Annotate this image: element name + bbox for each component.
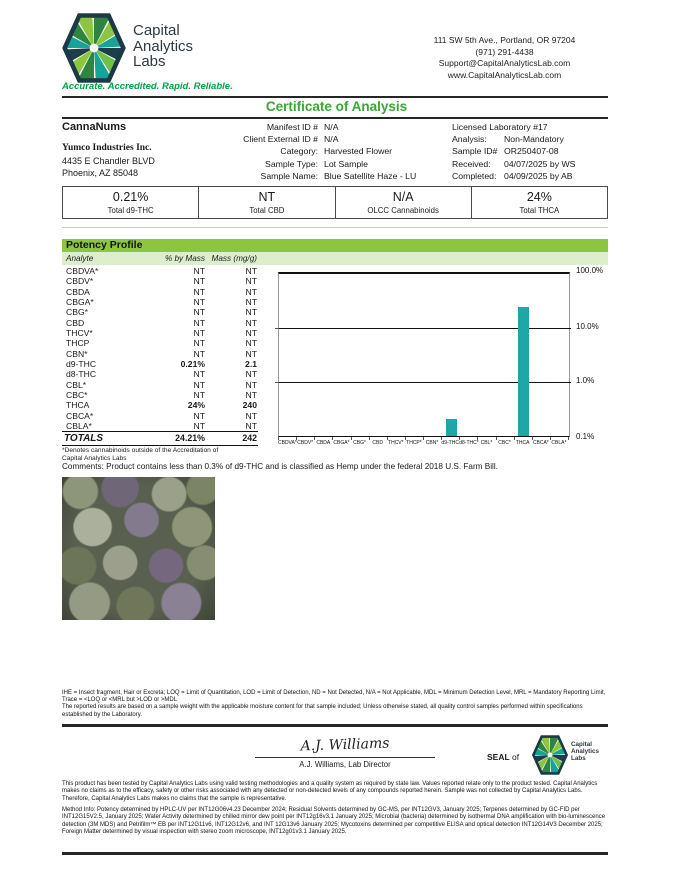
licensed-laboratory: Licensed Laboratory #17 xyxy=(452,122,548,132)
client-name: CannaNums xyxy=(62,121,127,133)
analyte-name: CBCA* xyxy=(66,410,94,421)
qc-note-text: The reported results are based on a sample weight with the applicable moisture content for that sample included; Unless otherwise stated, all quality control samples performed within specifications established by the Laboratory. xyxy=(62,704,583,718)
analyte-mass: NT xyxy=(245,421,257,432)
chart-y-label: 0.1% xyxy=(576,432,595,441)
analyte-pct: NT xyxy=(193,379,205,390)
potency-row xyxy=(62,287,258,297)
method-info-text: Method Info: Potency determined by HPLC-UV per INT12G06v4.23 December 2024; Residual Solvents determined by GC-MS, per INT12GV3, January 2025; Terpenes determined by GC-FID per INT12G15V2.5, January 2025; Water Activity determined by chilled mirror dew point per INT12g16v3.1 January 2025; Microbial (bacteria) determined by isothermal DNA amplification with bio-luminescence detection (3M MDS) and Petrifilm™ EB per INT12G11v6, INT12G12v6, and INT 12G13v6 January 2025; Mycotoxins determined per competitive ELISA and optical detection INT12G14V3 December 2025; Foreign Matter determined by visual inspection with stereo zoom microscope, INT12g01v3.1 January 2025. xyxy=(62,807,606,836)
analyte-mass: NT xyxy=(245,390,257,401)
summary-cell xyxy=(471,187,607,218)
chart-ytick xyxy=(275,328,279,329)
analyte-pct: 0.21% xyxy=(180,359,205,370)
chart-y-label: 1.0% xyxy=(576,376,595,385)
disclaimer-text: This product has been tested by Capital Analytics Labs using valid testing methodologies and a quality system as required by state law. Values reported relate only to the product tested. Capital Analytics makes no claims as to the efficacy, safety or other risks associated with any detected or non-detected levels of any compounds reported herein. Sample was not collected by Capital Analytics Labs. Therefore, Capital Analytics Labs makes no claims that the sample is representative. xyxy=(62,781,598,802)
analyte-name: CBLA* xyxy=(66,421,92,432)
potency-row xyxy=(62,276,258,286)
summary-cell xyxy=(198,187,334,218)
potency-column-headers xyxy=(62,252,608,265)
analyte-pct: NT xyxy=(193,390,205,401)
analyte-mass: NT xyxy=(245,369,257,380)
divider xyxy=(62,96,608,98)
sample-info-row xyxy=(228,121,424,133)
divider xyxy=(62,227,608,228)
analyte-mass: NT xyxy=(245,307,257,318)
potency-table xyxy=(62,266,258,432)
chart-x-label: CBL* xyxy=(480,440,493,446)
summary-label: Total d9-THC xyxy=(107,206,154,215)
analyte-mass: NT xyxy=(245,379,257,390)
summary-cell xyxy=(63,187,198,218)
seal-of: of xyxy=(509,752,520,762)
chart-bar xyxy=(446,419,457,436)
summary-value: 24% xyxy=(526,190,552,204)
analyte-pct: NT xyxy=(193,286,205,297)
definitions-text: IHE = Insect fragment, Hair or Excreta; LOQ = Limit of Quantitation, LOD = Limit of Detection, ND = Not Detected, N/A = Not Applicable, MDL = Minimum Detection Level, MRL = Mandatory Reporting Limit, Trace = <LOQ or <MRL but >LOD or >MDL xyxy=(62,690,606,704)
chart-x-label: CBDA xyxy=(316,440,331,446)
signature-line xyxy=(255,757,435,758)
analyte-pct: NT xyxy=(193,421,205,432)
chart-y-label: 10.0% xyxy=(576,322,599,331)
summary-label: Total THCA xyxy=(519,206,560,215)
analyte-mass: NT xyxy=(245,338,257,349)
analyte-name: CBN* xyxy=(66,348,88,359)
chart-x-label: THCP* xyxy=(406,440,422,446)
column-header-analyte: Analyte xyxy=(66,254,94,263)
analyte-pct: NT xyxy=(193,348,205,359)
contact-block xyxy=(392,35,617,81)
seal-brand-line: Labs xyxy=(571,755,586,762)
analyte-mass: NT xyxy=(245,317,257,328)
lab-info-label: Analysis: xyxy=(452,134,487,145)
seal-brand-line: Capital xyxy=(571,741,592,748)
analyte-pct: NT xyxy=(193,338,205,349)
lab-info-row xyxy=(452,133,614,145)
chart-ytick xyxy=(275,382,279,383)
summary-label: Total CBD xyxy=(249,206,285,215)
contact-line: 111 SW 5th Ave., Portland, OR 97204 xyxy=(433,35,576,45)
lab-info-value: 04/07/2025 by WS xyxy=(504,158,576,169)
signature-script: A.J. Williams xyxy=(300,735,390,755)
sample-info-block xyxy=(228,121,424,182)
lab-info-value: OR250407-08 xyxy=(504,146,559,157)
potency-row xyxy=(62,318,258,328)
document-title: Certificate of Analysis xyxy=(265,99,408,114)
analyte-pct: NT xyxy=(193,276,205,287)
summary-label: OLCC Cannabinoids xyxy=(367,206,439,215)
analyte-pct: NT xyxy=(193,307,205,318)
lab-info-label: Completed: xyxy=(452,170,497,181)
divider xyxy=(62,724,608,727)
contact-line: Support@CapitalAnalyticsLab.com xyxy=(438,58,571,68)
potency-row xyxy=(62,390,258,400)
chart-x-label: d9-THC xyxy=(441,440,459,446)
brand-name-line: Capital xyxy=(133,22,180,39)
sample-info-value: Lot Sample xyxy=(324,158,368,169)
analyte-mass: NT xyxy=(245,266,257,276)
analyte-name: CBDVA* xyxy=(66,266,99,276)
potency-row xyxy=(62,369,258,379)
sample-info-row xyxy=(228,170,424,182)
client-address-line: 4435 E Chandler BLVD xyxy=(62,156,155,166)
chart-y-label: 100.0% xyxy=(576,266,604,275)
sample-info-value: Harvested Flower xyxy=(324,146,393,157)
chart-x-label: CBDVA* xyxy=(278,440,297,446)
summary-value: N/A xyxy=(392,190,414,204)
potency-row xyxy=(62,328,258,338)
tagline: Accurate. Accredited. Rapid. Reliable. xyxy=(62,81,233,92)
lab-info-row xyxy=(452,170,614,182)
analyte-mass: NT xyxy=(245,410,257,421)
analyte-pct: NT xyxy=(193,369,205,380)
seal-hexagon-logo-icon xyxy=(532,735,568,775)
chart-x-tick xyxy=(568,437,569,440)
chart-x-label: CBC* xyxy=(498,440,511,446)
chart-x-label: CBN* xyxy=(425,440,439,446)
summary-cell xyxy=(335,187,471,218)
summary-value: NT xyxy=(258,190,276,204)
sample-info-label: Client External ID # xyxy=(243,134,318,145)
analyte-name: d8-THC xyxy=(66,369,97,380)
analyte-pct: 24% xyxy=(187,400,205,411)
sample-info-label: Category: xyxy=(280,146,318,157)
analyte-name: d9-THC xyxy=(66,359,97,370)
column-header-mass: Mass (mg/g) xyxy=(211,254,257,263)
lab-info-value: Non-Mandatory xyxy=(504,134,564,145)
brand-name-line: Analytics xyxy=(133,37,194,55)
brand-hexagon-logo-icon xyxy=(62,13,126,83)
analyte-name: THCV* xyxy=(66,328,93,339)
totals-pct: 24.21% xyxy=(175,433,205,443)
potency-footnote: *Denotes cannabinoids outside of the Accreditation of Capital Analytics Labs xyxy=(62,447,219,462)
potency-row xyxy=(62,359,258,369)
chart-x-label: THCV* xyxy=(388,440,404,446)
sample-info-value: Blue Satellite Haze - LU xyxy=(324,170,417,181)
analyte-pct: NT xyxy=(193,266,205,276)
potency-row xyxy=(62,307,258,317)
analyte-name: CBL* xyxy=(66,379,87,390)
potency-row xyxy=(62,380,258,390)
column-header-pct: % by Mass xyxy=(164,254,205,263)
analyte-mass: NT xyxy=(245,286,257,297)
analyte-name: CBDV* xyxy=(66,276,94,287)
potency-row xyxy=(62,297,258,307)
chart-plot-area xyxy=(278,272,570,437)
analyte-mass: NT xyxy=(245,328,257,339)
analyte-name: THCA xyxy=(66,400,90,411)
sample-info-value: N/A xyxy=(324,122,339,132)
definitions-block xyxy=(62,690,609,719)
totals-mass: 242 xyxy=(242,433,257,443)
potency-row xyxy=(62,411,258,421)
analyte-name: THCP xyxy=(66,338,90,349)
lab-info-row xyxy=(452,158,614,170)
potency-row xyxy=(62,349,258,359)
potency-bar-chart xyxy=(278,266,608,452)
totals-row xyxy=(62,431,258,446)
brand-name xyxy=(133,23,193,70)
results-summary-table xyxy=(62,186,608,219)
seal-brand-line: Analytics xyxy=(571,748,599,755)
lab-info-label: Received: xyxy=(452,158,491,169)
sample-info-row xyxy=(228,158,424,170)
analyte-mass: 2.1 xyxy=(245,359,257,370)
summary-value: 0.21% xyxy=(112,190,149,204)
chart-x-label: CBD xyxy=(372,440,383,446)
divider xyxy=(62,117,608,119)
analyte-mass: NT xyxy=(245,297,257,308)
analyte-name: CBDA xyxy=(66,286,90,297)
sample-photo xyxy=(62,477,215,620)
signatory-name-title: A.J. Williams, Lab Director xyxy=(299,760,391,769)
sample-info-label: Sample Type: xyxy=(265,158,318,169)
chart-x-label: CBLA* xyxy=(551,440,567,446)
comments: Comments: Product contains less than 0.3% of d9-THC and is classified as Hemp under the federal 2018 U.S. Farm Bill. xyxy=(62,462,498,471)
client-company: Yumco Industries Inc. xyxy=(62,143,152,153)
analyte-name: CBG* xyxy=(66,307,88,318)
chart-x-label: THCA xyxy=(515,440,530,446)
potency-row xyxy=(62,421,258,431)
analyte-name: CBC* xyxy=(66,390,88,401)
client-address-line: Phoenix, AZ 85048 xyxy=(62,168,139,178)
sample-info-label: Manifest ID # xyxy=(266,122,318,132)
analyte-mass: NT xyxy=(245,276,257,287)
analyte-pct: NT xyxy=(193,297,205,308)
chart-x-label: CBGA* xyxy=(333,440,350,446)
sample-info-value: N/A xyxy=(324,134,339,145)
lab-info-block xyxy=(452,121,614,182)
analyte-pct: NT xyxy=(193,328,205,339)
analyte-pct: NT xyxy=(193,317,205,328)
analyte-mass: NT xyxy=(245,348,257,359)
brand-name-line: Labs xyxy=(133,53,166,70)
chart-x-label: CBCA* xyxy=(532,440,549,446)
potency-row xyxy=(62,400,258,410)
analyte-mass: 240 xyxy=(242,400,257,411)
potency-section-header: Potency Profile xyxy=(62,239,608,252)
chart-x-label: d8-THC* xyxy=(459,440,479,446)
seal-brand-name xyxy=(571,741,599,762)
analyte-pct: NT xyxy=(193,410,205,421)
sample-info-label: Sample Name: xyxy=(260,170,318,181)
potency-row xyxy=(62,266,258,276)
lab-info-row xyxy=(452,145,614,157)
totals-label: TOTALS xyxy=(64,433,104,444)
contact-line: www.CapitalAnalyticsLab.com xyxy=(447,69,562,80)
analyte-name: CBGA* xyxy=(66,297,94,308)
seal-label xyxy=(487,752,519,762)
chart-x-label: CBG* xyxy=(353,440,366,446)
analyte-name: CBD xyxy=(66,317,85,328)
sample-info-row xyxy=(228,133,424,145)
potency-row xyxy=(62,338,258,348)
sample-info-row xyxy=(228,145,424,157)
divider xyxy=(62,852,608,855)
seal-word: SEAL xyxy=(487,752,510,762)
lab-info-label: Sample ID# xyxy=(452,146,498,157)
lab-info-value: 04/09/2025 by AB xyxy=(504,170,573,181)
contact-line: (971) 291-4438 xyxy=(475,46,534,57)
chart-bar xyxy=(518,307,529,436)
chart-x-label: CBDV* xyxy=(297,440,314,446)
